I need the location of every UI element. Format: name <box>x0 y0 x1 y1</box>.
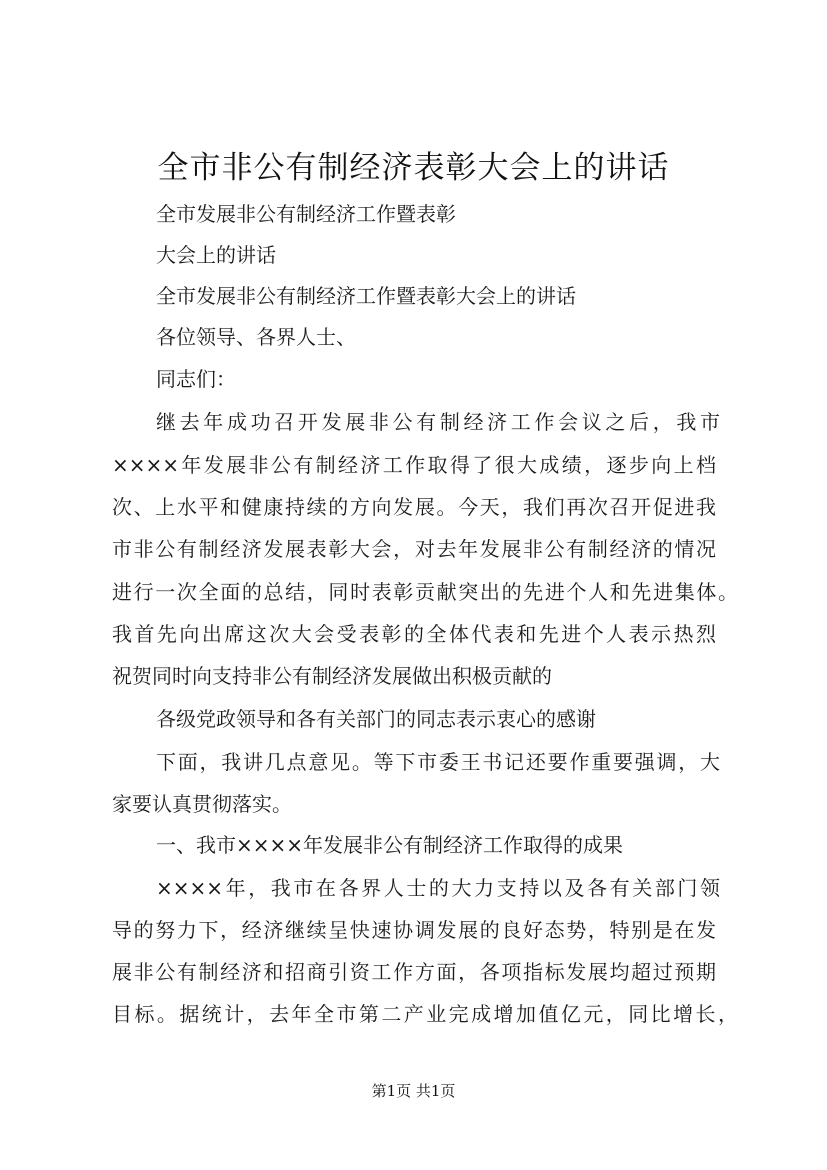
paragraph-line: ××××年发展非公有制经济工作取得了很大成绩，逐步向上档 <box>112 453 716 477</box>
paragraph-line: 目标。据统计，去年全市第二产业完成增加值亿元，同比增长， <box>112 1002 738 1026</box>
document-title: 全市非公有制经济表彰大会上的讲话 <box>157 150 670 186</box>
paragraph-line: 各级党政领导和各有关部门的同志表示衷心的感谢 <box>156 707 596 731</box>
paragraph-line: 全市发展非公有制经济工作暨表彰 <box>156 202 456 226</box>
page-footer: 第1页 共1页 <box>371 1082 456 1100</box>
salutation-line: 同志们： <box>156 367 236 391</box>
paragraph-line: 家要认真贯彻落实。 <box>112 792 292 816</box>
paragraph-line: 祝贺同时向支持非公有制经济发展做出积极贡献的 <box>112 664 552 688</box>
paragraph-line: 大会上的讲话 <box>156 243 276 267</box>
salutation-line: 各位领导、各界人士、 <box>156 325 356 349</box>
paragraph-line: 我首先向出席这次大会受表彰的全体代表和先进个人表示热烈 <box>112 622 716 646</box>
paragraph-line: 进行一次全面的总结，同时表彰贡献突出的先进个人和先进集体。 <box>112 580 738 604</box>
paragraph-line: ××××年，我市在各界人士的大力支持以及各有关部门领 <box>156 876 720 900</box>
paragraph-line: 导的努力下，经济继续呈快速协调发展的良好态势，特别是在发 <box>112 918 716 942</box>
paragraph-line: 次、上水平和健康持续的方向发展。今天，我们再次召开促进我 <box>112 495 716 519</box>
paragraph-line: 市非公有制经济发展表彰大会，对去年发展非公有制经济的情况 <box>112 537 716 561</box>
section-heading: 一、我市××××年发展非公有制经济工作取得的成果 <box>156 833 624 857</box>
paragraph-line: 全市发展非公有制经济工作暨表彰大会上的讲话 <box>156 284 576 308</box>
paragraph-line: 展非公有制经济和招商引资工作方面，各项指标发展均超过预期 <box>112 960 716 984</box>
paragraph-line: 下面，我讲几点意见。等下市委王书记还要作重要强调，大 <box>156 750 720 774</box>
paragraph-line: 继去年成功召开发展非公有制经济工作会议之后，我市 <box>156 410 720 434</box>
